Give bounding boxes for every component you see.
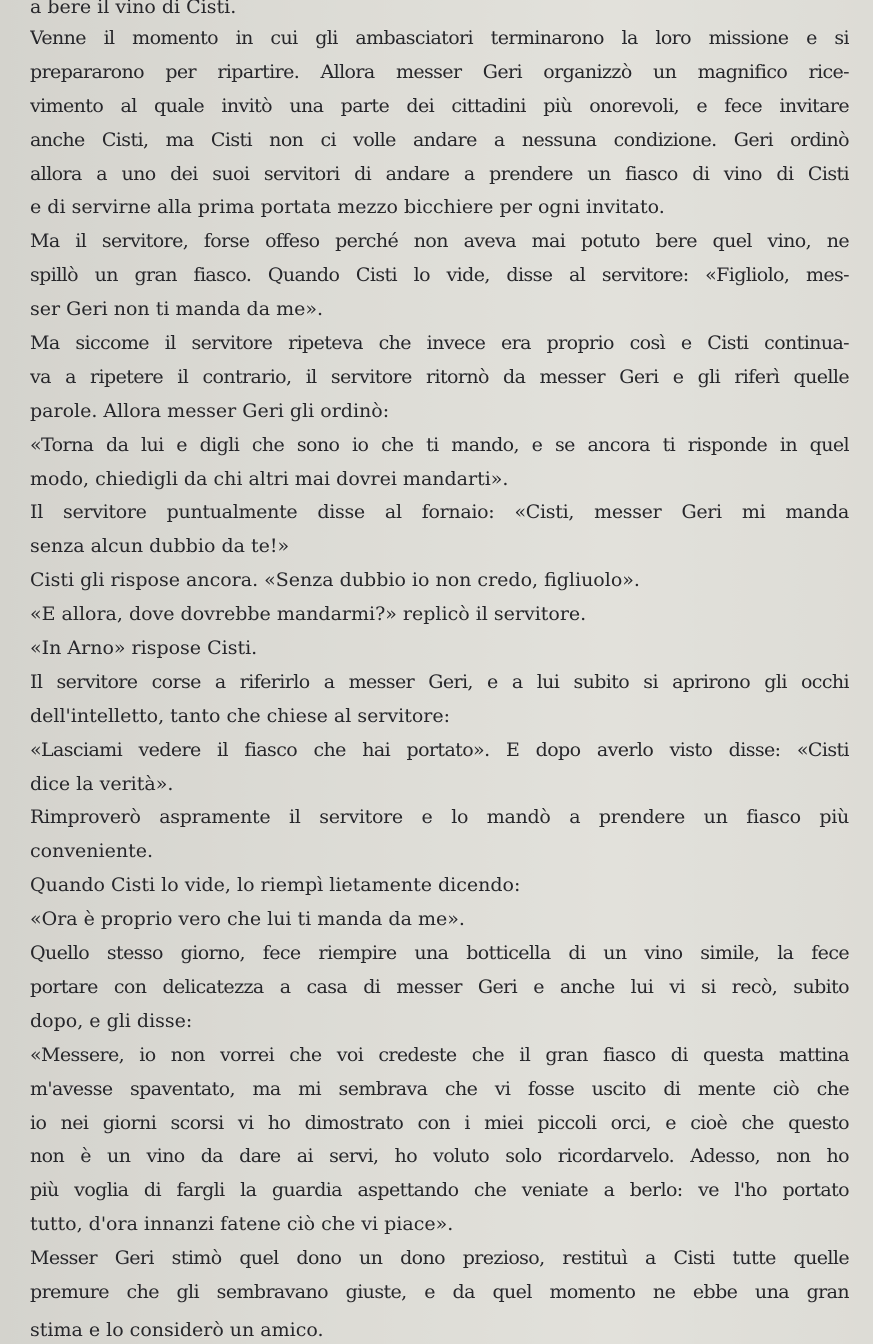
text-line-33: m'avesse spaventato, ma mi sembrava che vi fosse uscito di mente ciò che [30, 1077, 849, 1100]
text-line-10: ser Geri non ti manda da me». [30, 298, 324, 321]
text-line-35: non è un vino da dare ai servi, ho voluto solo ricordarvelo. Adesso, non ho [30, 1145, 849, 1168]
text-line-2: Venne il momento in cui gli ambasciatori terminarono la loro missione e si [30, 27, 849, 49]
text-line-6: allora a uno dei suoi servitori di andare a prendere un fiasco di vino di Cisti [30, 162, 849, 185]
text-line-9: spillò un gran fiasco. Quando Cisti lo vide, disse al servitore: «Figliolo, mes- [30, 264, 849, 287]
text-line-4: vimento al quale invitò una parte dei cittadini più onorevoli, e fece invitare [30, 94, 849, 117]
text-line-8: Ma il servitore, forse offeso perché non aveva mai potuto bere quel vino, ne [30, 230, 849, 253]
text-line-28: «Ora è proprio vero che lui ti manda da me». [30, 908, 465, 931]
text-line-1: a bere il vino di Cisti. [30, 0, 237, 18]
text-line-30: portare con delicatezza a casa di messer Geri e anche lui vi si recò, subito [30, 975, 849, 998]
text-line-21: Il servitore corse a riferirlo a messer Geri, e a lui subito si aprirono gli occhi [30, 670, 849, 693]
text-line-3: prepararono per ripartire. Allora messer Geri organizzò un magnifico rice- [30, 60, 849, 83]
text-line-25: Rimproverò aspramente il servitore e lo mandò a prendere un fiasco più [30, 806, 849, 829]
text-line-29: Quello stesso giorno, fece riempire una botticella di un vino simile, la fece [30, 942, 849, 965]
text-line-19: «E allora, dove dovrebbe mandarmi?» replicò il servitore. [30, 603, 587, 626]
text-line-22: dell'intelletto, tanto che chiese al servitore: [30, 704, 451, 727]
text-line-5: anche Cisti, ma Cisti non ci volle andare a nessuna condizione. Geri ordinò [30, 128, 849, 151]
text-line-40: stima e lo considerò un amico. [30, 1318, 324, 1341]
text-line-15: modo, chiedigli da chi altri mai dovrei mandarti». [30, 467, 509, 490]
text-line-17: senza alcun dubbio da te!» [30, 535, 290, 558]
text-line-31: dopo, e gli disse: [30, 1009, 193, 1032]
text-line-18: Cisti gli rispose ancora. «Senza dubbio io non credo, figliuolo». [30, 569, 640, 592]
text-line-7: e di servirne alla prima portata mezzo bicchiere per ogni invitato. [30, 196, 665, 219]
text-line-34: io nei giorni scorsi vi ho dimostrato con i miei piccoli orci, e cioè che questo [30, 1111, 849, 1134]
text-line-39: premure che gli sembravano giuste, e da quel momento ne ebbe una gran [30, 1280, 849, 1303]
text-line-13: parole. Allora messer Geri gli ordinò: [30, 399, 390, 422]
text-line-12: va a ripetere il contrario, il servitore ritornò da messer Geri e gli riferì quelle [30, 365, 849, 388]
text-line-36: più voglia di fargli la guardia aspettando che veniate a berlo: ve l'ho portato [30, 1179, 849, 1202]
text-line-32: «Messere, io non vorrei che voi credeste che il gran fiasco di questa mattina [30, 1043, 849, 1066]
text-line-24: dice la verità». [30, 772, 174, 795]
text-line-20: «In Arno» rispose Cisti. [30, 637, 258, 660]
text-line-27: Quando Cisti lo vide, lo riempì lietamente dicendo: [30, 874, 521, 897]
text-line-26: conveniente. [30, 840, 154, 863]
text-line-14: «Torna da lui e digli che sono io che ti mando, e se ancora ti risponde in quel [30, 433, 849, 456]
text-line-23: «Lasciami vedere il fiasco che hai portato». E dopo averlo visto disse: «Cisti [30, 738, 849, 761]
text-line-11: Ma siccome il servitore ripeteva che invece era proprio così e Cisti continua- [30, 332, 849, 355]
text-line-37: tutto, d'ora innanzi fatene ciò che vi piace». [30, 1213, 454, 1236]
text-line-38: Messer Geri stimò quel dono un dono prezioso, restituì a Cisti tutte quelle [30, 1247, 849, 1270]
text-line-16: Il servitore puntualmente disse al fornaio: «Cisti, messer Geri mi manda [30, 501, 849, 524]
